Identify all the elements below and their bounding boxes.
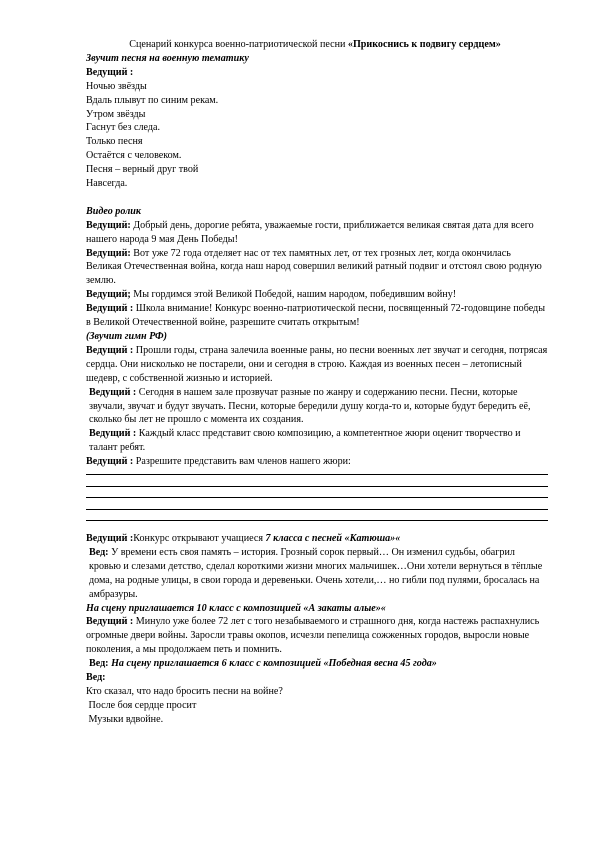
paragraph-text: Сегодня в нашем зале прозвучат разные по жанру и содержанию песни. Песни, которые звучали, звучат и будут звучать. Песни, которые бередили душу когда-то и, которые будут бередить её, сколько бы лет не прошло с момента их создания. xyxy=(89,386,531,426)
stage-direction-anthem: (Звучит гимн РФ) xyxy=(86,331,167,343)
paragraph-text: Добрый день, дорогие ребята, уважаемые гости, приближается великая святая дата для всего нашего народа 9 мая День Победы! xyxy=(86,219,534,245)
blank-line xyxy=(86,509,548,510)
speaker-label: Ведущий : xyxy=(89,386,137,398)
speaker-label: Вед: xyxy=(89,658,109,670)
speaker-label: Ведущий : xyxy=(86,66,134,78)
paragraph xyxy=(86,386,548,428)
stage-direction-video: Видео ролик xyxy=(86,205,142,217)
announcement-emphasis: 7 класса с песней «Катюша»« xyxy=(265,533,401,545)
paragraph-text: Минуло уже более 72 лет с того незабываемого и страшного дня, когда настежь распахнулись огромные двери войны. Заросли травы окопов, исчезли пепелища сожженных городов, выросли новые поколения, а мы продолжаем петь и помнить. xyxy=(86,616,540,656)
announcement-text: Конкурс открывают учащиеся xyxy=(133,533,266,545)
paragraph xyxy=(86,615,548,657)
blank-line xyxy=(86,497,548,498)
poem-line: После боя сердце просит xyxy=(86,699,197,711)
paragraph-text: У времени есть своя память – история. Грозный сорок первый… Он изменил судьбы, обагрил кровью и слезами детство, сделал короткими жизни многих мальчишек…Они хотели вернуться в тёплые дома, на родные улицы, в свои города и деревеньки. Очень хотели,… но гибли под пулями, бросалась на амбразуры. xyxy=(89,546,543,600)
speaker-label: Ведущий: xyxy=(86,247,131,259)
paragraph xyxy=(86,288,548,302)
speaker-label: Ведущий : xyxy=(86,616,134,628)
announcement-text: На сцену приглашается 6 класс с композицией «Победная весна 45 года» xyxy=(108,658,437,670)
poem-line: Ночью звёзды xyxy=(86,80,147,92)
poem-line: Песня – верный друг твой xyxy=(86,164,199,176)
blank-line xyxy=(86,474,548,475)
poem-line: Гаснут без следа. xyxy=(86,122,161,134)
paragraph xyxy=(86,455,548,469)
paragraph-text: Вот уже 72 года отделяет нас от тех памятных лет, от тех грозных лет, когда окончилась Великая Отечественная война, когда наш народ совершил великий ратный подвиг и отстоял свою родную землю. xyxy=(86,247,542,287)
paragraph-text: Прошли годы, страна залечила военные раны, но песни военных лет звучат и сегодня, потрясая сердца. Они нисколько не постарели, они и сегодня в строю. Каждая из военных песен – летописный шедевр, с собственной жизнью и историей. xyxy=(86,344,548,384)
paragraph-text: Разрешите представить вам членов нашего жюри: xyxy=(133,456,351,468)
poem-line: Остаётся с человеком. xyxy=(86,150,182,162)
speaker-label: Ведущий : xyxy=(86,456,134,468)
contest-announcement xyxy=(86,657,548,671)
stage-direction-song: Звучит песня на военную тематику xyxy=(86,52,249,64)
blank-line xyxy=(86,486,548,487)
document-title xyxy=(82,38,548,52)
jury-blank-lines xyxy=(86,474,548,521)
paragraph xyxy=(86,427,548,455)
paragraph-text: Школа внимание! Конкурс военно-патриотической песни, посвященный 72-годовщине победы в Великой Отечественной войне, разрешите считать открытым! xyxy=(86,303,545,329)
speaker-label: Ведущий: xyxy=(86,219,131,231)
poem-line: Утром звёзды xyxy=(86,108,146,120)
paragraph-text: Каждый класс представит свою композицию, а компетентное жюри оценит творчество и талант ребят. xyxy=(89,428,521,454)
blank-line xyxy=(86,520,548,521)
poem-line: Вдаль плывут по синим рекам. xyxy=(86,94,219,106)
speaker-label: Ведущий; xyxy=(86,289,131,301)
paragraph-text: Мы гордимся этой Великой Победой, нашим народом, победившим войну! xyxy=(130,289,457,301)
poem-line: Музыки вдвойне. xyxy=(86,713,164,725)
speaker-label: Ведущий : xyxy=(86,533,134,545)
paragraph xyxy=(86,344,548,386)
document-page xyxy=(86,38,548,727)
paragraph xyxy=(86,546,548,602)
speaker-label: Вед: xyxy=(89,546,109,558)
speaker-label: Ведущий : xyxy=(86,344,134,356)
poem-line: Только песня xyxy=(86,136,143,148)
contest-announcement xyxy=(86,532,548,546)
poem-line: Навсегда. xyxy=(86,178,128,190)
speaker-label: Ведущий : xyxy=(86,303,134,315)
contest-announcement: На сцену приглашается 10 класс с композицией «А закаты алые»« xyxy=(86,602,386,614)
paragraph xyxy=(86,219,548,247)
poem-line: Кто сказал, что надо бросить песни на войне? xyxy=(86,686,283,698)
title-emphasis: «Прикоснись к подвигу сердцем» xyxy=(347,39,501,50)
intro-poem xyxy=(86,80,548,191)
paragraph xyxy=(86,302,548,330)
speaker-label: Вед: xyxy=(86,672,106,684)
speaker-label: Ведущий : xyxy=(89,428,137,440)
paragraph xyxy=(86,247,548,289)
title-prefix: Сценарий конкурса военно-патриотической песни xyxy=(129,39,348,50)
